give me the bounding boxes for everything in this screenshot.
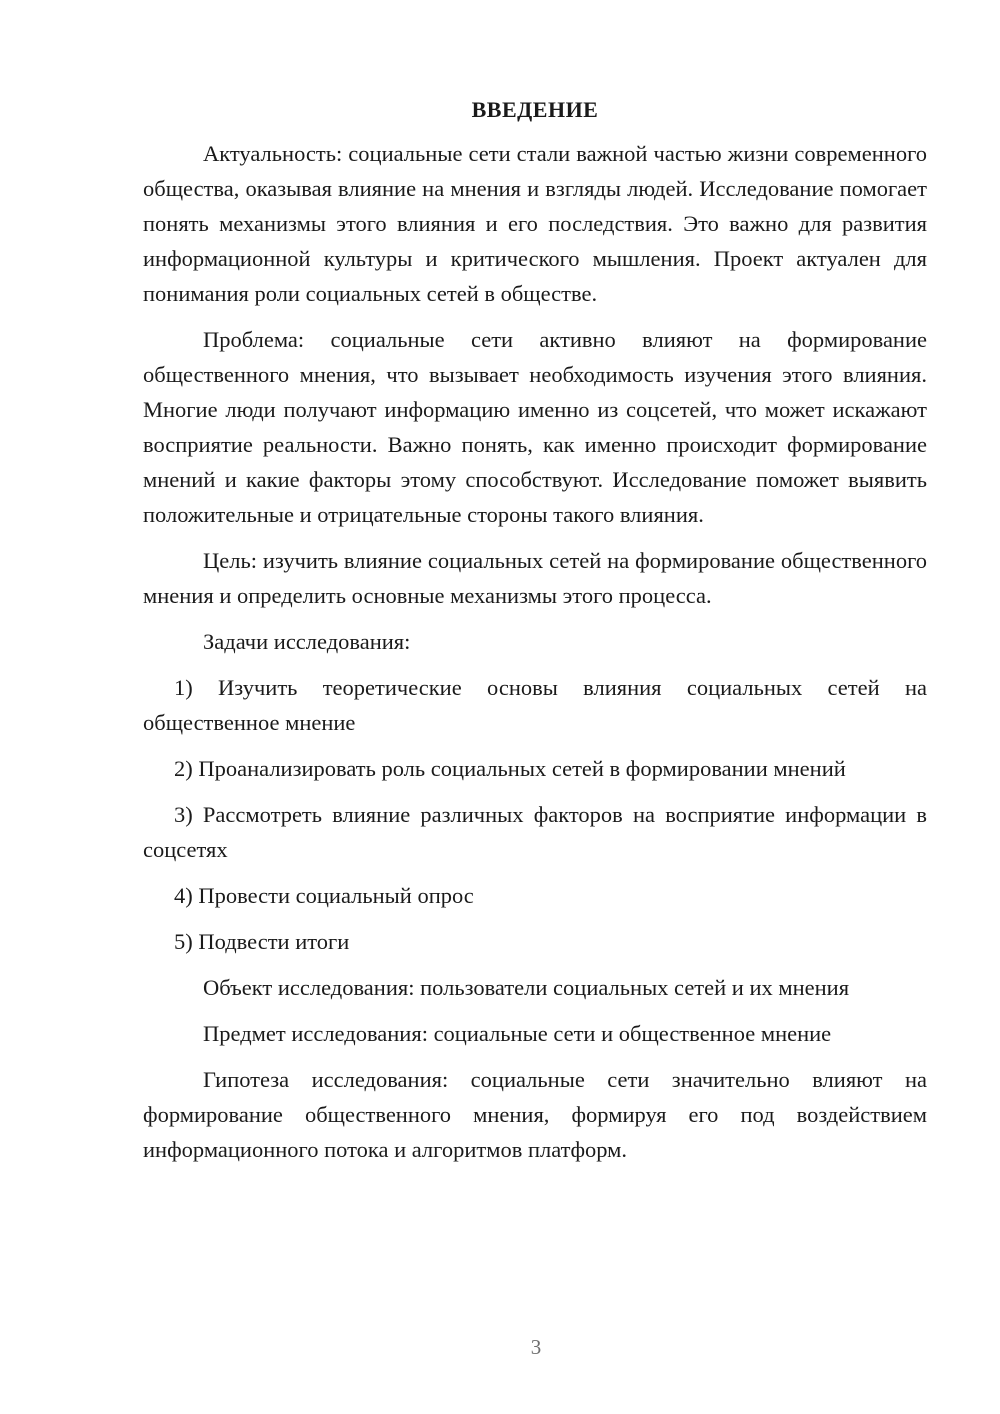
problem-paragraph: Проблема: социальные сети активно влияют на формирование общественного мнения, что вызывает необходимость изучения этого влияния. Многие люди получают информацию именно из соцсетей, что может искажают восприятие реальности. Важно понять, как именно происходит формирование мнений и какие факторы этому способствуют. Исследование поможет выявить положительные и отрицательные стороны такого влияния. [143,327,927,527]
page-number: 3 [530,1335,542,1359]
research-subject: Предмет исследования: социальные сети и общественное мнение [203,1021,832,1046]
task-item-1: 1) Изучить теоретические основы влияния социальных сетей на общественное мнение [143,675,927,735]
text-column [143,96,927,1167]
section-heading: ВВЕДЕНИЕ [471,97,599,122]
task-item-3: 3) Рассмотреть влияние различных факторов на восприятие информации в соцсетях [143,802,927,862]
relevance-paragraph: Актуальность: социальные сети стали важной частью жизни современного общества, оказывая влияние на мнения и взгляды людей. Исследование помогает понять механизмы этого влияния и его последствия. Это важно для развития информационной культуры и критического мышления. Проект актуален для понимания роли социальных сетей в обществе. [143,141,927,306]
research-hypothesis: Гипотеза исследования: социальные сети значительно влияют на формирование общественного мнения, формируя его под воздействием информационного потока и алгоритмов платформ. [143,1067,927,1162]
task-item-4: 4) Провести социальный опрос [174,883,474,908]
research-object: Объект исследования: пользователи социальных сетей и их мнения [203,975,850,1000]
task-item-5: 5) Подвести итоги [174,929,350,954]
task-item-2: 2) Проанализировать роль социальных сетей в формировании мнений [174,756,846,781]
goal-paragraph: Цель: изучить влияние социальных сетей на формирование общественного мнения и определить основные механизмы этого процесса. [143,548,927,608]
tasks-heading: Задачи исследования: [203,629,411,654]
